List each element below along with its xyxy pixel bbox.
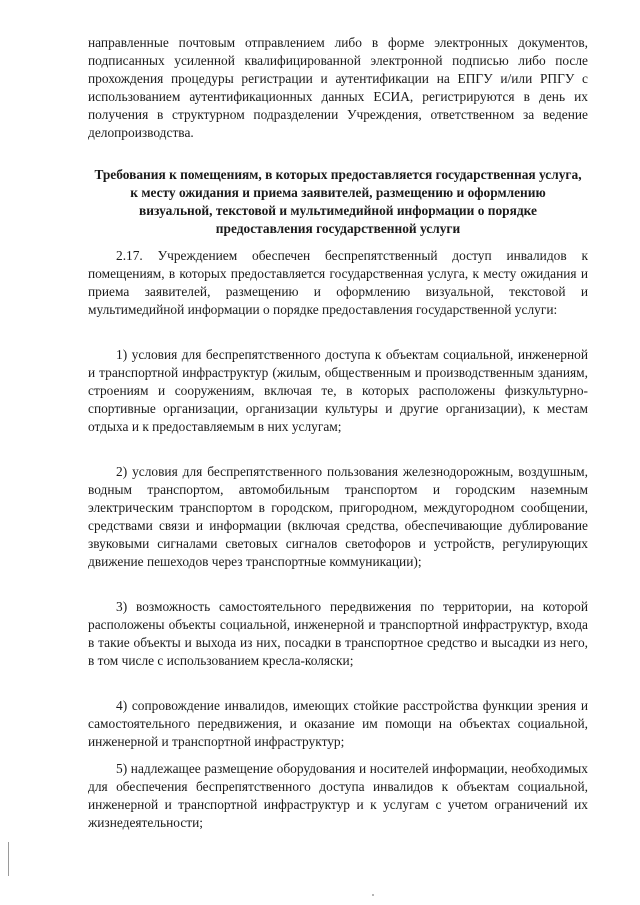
scan-speck xyxy=(372,894,374,896)
list-item: 5) надлежащее размещение оборудования и носителей информации, необходимых для обеспечения беспрепятственного доступа инвалидов к объектам социальной, инженерной и транспортной инфраструктур и к услугам с учетом ограничений их жизнедеятельности; xyxy=(88,761,588,830)
list-item: 1) условия для беспрепятственного доступа к объектам социальной, инженерной и транспортной инфраструктур (жилым, общественным и производственным зданиям, строениям и сооружениям, включая те, в которых расположены физкультурно-спортивные организации, организации культуры и другие организации), к местам отдыха и к предоставляемым в них услугам; xyxy=(88,347,588,434)
clause-2-17-paragraph: 2.17. Учреждением обеспечен беспрепятственный доступ инвалидов к помещениям, в которых предоставляется государственная услуга, к месту ожидания и приема заявителей, размещению и оформлению визуальной, текстовой и мультимедийной информации о порядке предоставления государственной услуги: xyxy=(88,248,588,317)
list-item-1-block xyxy=(88,346,588,436)
list-item-2-block xyxy=(88,463,588,571)
continuation-paragraph: направленные почтовым отправлением либо в форме электронных документов, подписанных усиленной квалифицированной электронной подписью либо после прохождения процедуры регистрации и аутентификации на ЕПГУ и/или РПГУ с использованием аутентификационных данных ЕСИА, регистрируются в день их получения в структурном подразделении Учреждения, ответственном за ведение делопроизводства. xyxy=(88,35,588,140)
list-item-4-block xyxy=(88,697,588,751)
list-item-3-block xyxy=(88,598,588,670)
list-item: 3) возможность самостоятельного передвижения по территории, на которой расположены объекты социальной, инженерной и транспортной инфраструктур, входа в такие объекты и выхода из них, посадки в транспортное средство и высадки из него, в том числе с использованием кресла-коляски; xyxy=(88,599,588,668)
section-heading-block xyxy=(92,166,584,238)
section-heading: Требования к помещениям, в которых предоставляется государственная услуга, к месту ожидания и приема заявителей, размещению и оформлению визуальной, текстовой и мультимедийной информации о порядке предоставления государственной услуги xyxy=(94,167,582,236)
scan-edge-mark xyxy=(8,842,9,876)
clause-2-17-block xyxy=(88,247,588,319)
list-item: 4) сопровождение инвалидов, имеющих стойкие расстройства функции зрения и самостоятельного передвижения, и оказание им помощи на объектах социальной, инженерной и транспортной инфраструктур; xyxy=(88,698,588,749)
continuation-block xyxy=(88,34,588,142)
list-item: 2) условия для беспрепятственного пользования железнодорожным, воздушным, водным транспортом, автомобильным транспортом и городским наземным электрическим транспортом в городском, пригородном, междугородном сообщении, средствами связи и информации (включая средства, обеспечивающие дублирование звуковыми сигналами световых сигналов светофоров и устройств, регулирующих движение пешеходов через транспортные коммуникации); xyxy=(88,464,588,569)
list-item-5-block xyxy=(88,760,588,832)
